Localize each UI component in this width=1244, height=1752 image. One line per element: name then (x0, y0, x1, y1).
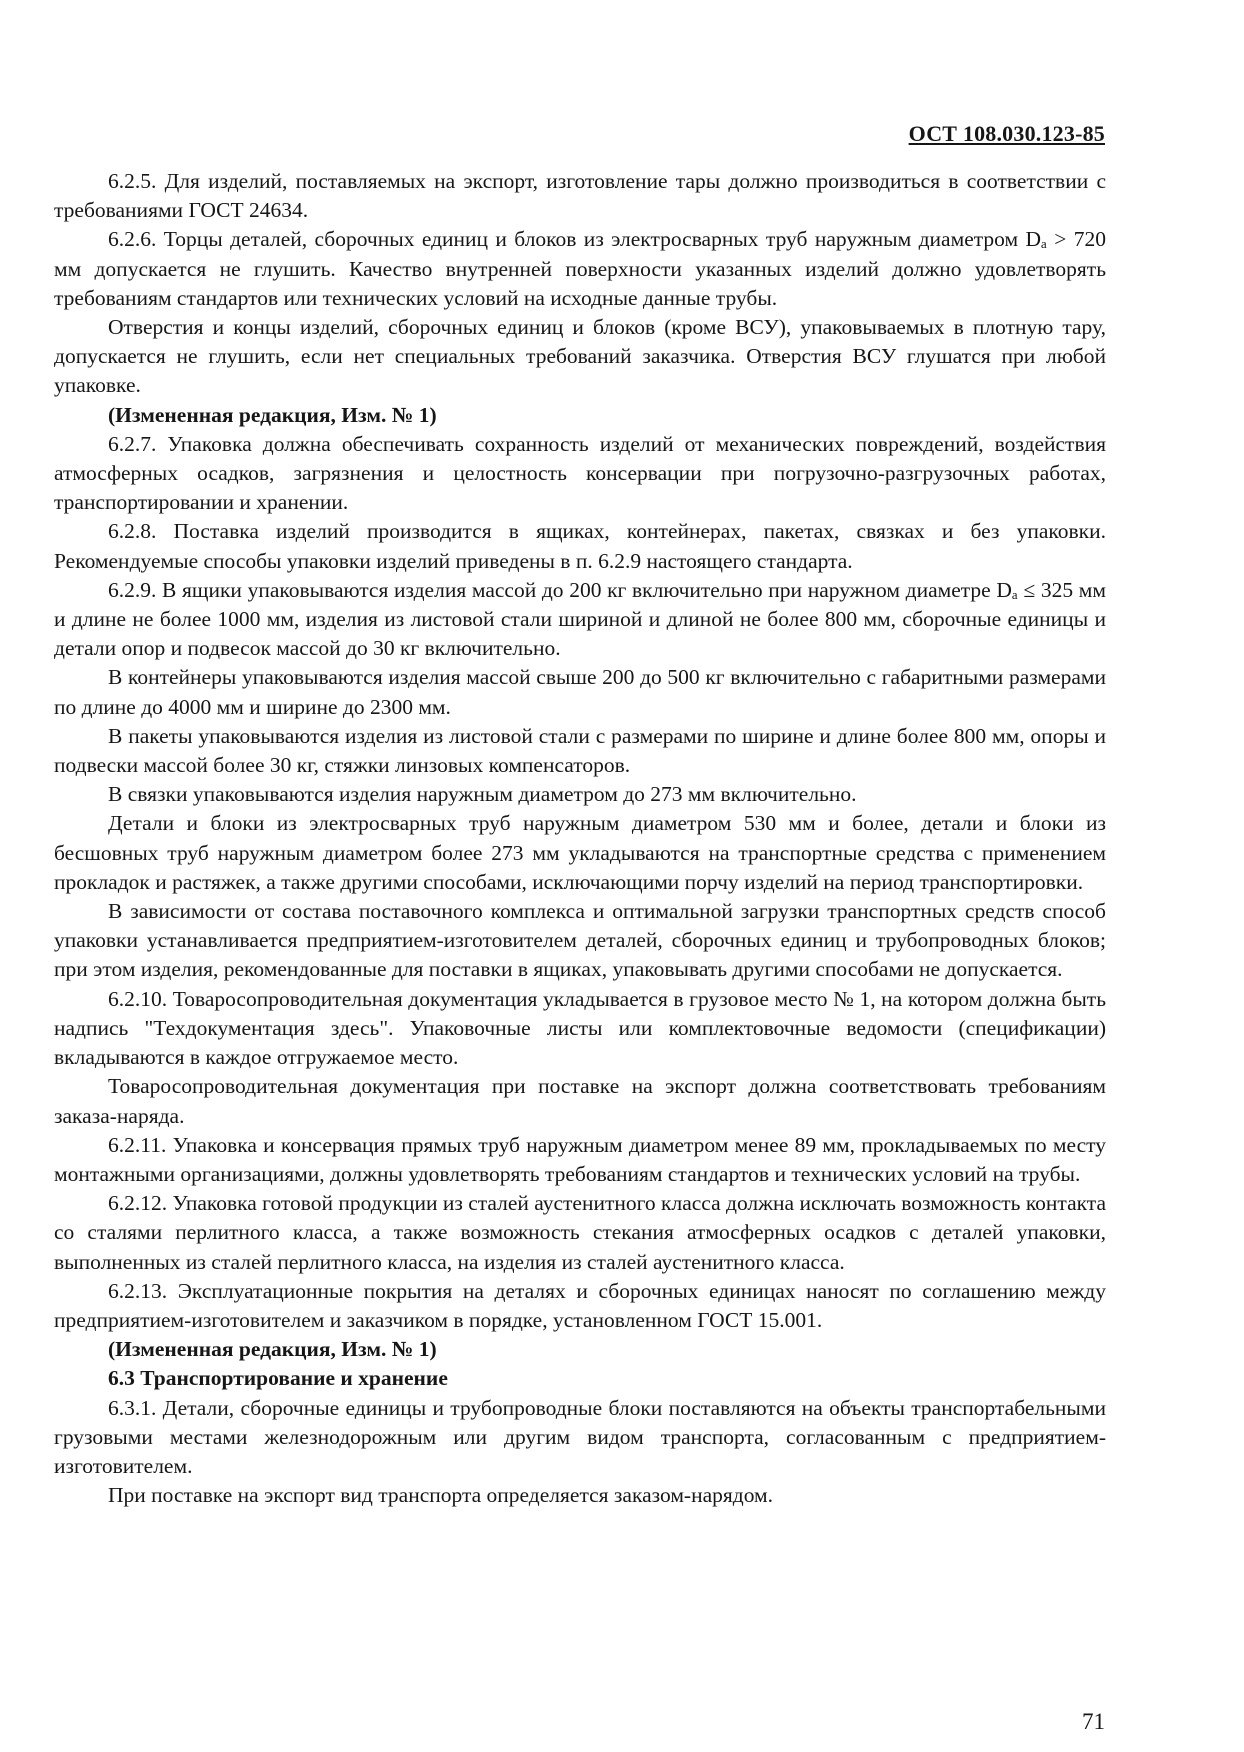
paragraph-6-2-12: 6.2.12. Упаковка готовой продукции из сталей аустенитного класса должна исключать возможность контакта со сталями перлитного класса, а также возможность стекания атмосферных осадков с деталей упаковки, выполненных из сталей перлитного класса, на изделия из сталей аустенитного класса. (54, 1191, 1106, 1274)
paragraph-packages: В пакеты упаковываются изделия из листовой стали с размерами по ширине и длине более 800 мм, опоры и подвески массой более 30 кг, стяжки линзовых компенсаторов. (54, 723, 1106, 778)
paragraph-6-2-10: 6.2.10. Товаросопроводительная документация укладывается в грузовое место № 1, на котором должна быть надпись "Техдокументация здесь". Упаковочные листы или комплектовочные ведомости (спецификации) вкладываются в каждое отгружаемое место. (54, 986, 1106, 1070)
document-code: ОСТ 108.030.123-85 (908, 121, 1105, 146)
page-number: 71 (1082, 1709, 1105, 1734)
paragraph-6-3-1: 6.3.1. Детали, сборочные единицы и трубопроводные блоки поставляются на объекты транспортабельными грузовыми местами железнодорожным или другим видом транспорта, согласованным с предприятием-изготовителем. (54, 1395, 1106, 1478)
paragraph-6-2-8: 6.2.8. Поставка изделий производится в ящиках, контейнерах, пакетах, связках и без упаковки. Рекомендуемые способы упаковки изделий приведены в п. 6.2.9 настоящего стандарта. (54, 519, 1106, 573)
paragraph-openings: Отверстия и концы изделий, сборочных единиц и блоков (кроме ВСУ), упаковываемых в плотную тару, допускается не глушить, если нет специальных требований заказчика. Отверстия ВСУ глушатся при любой упаковке. (54, 315, 1106, 398)
paragraph-6-2-6: 6.2.6. Торцы деталей, сборочных единиц и блоков из электросварных труб наружным диаметром Dₐ > 720 мм допускается не глушить. Качество внутренней поверхности указанных изделий должно удовлетворять требованиям стандартов или технических условий на исходные данные трубы. (54, 227, 1106, 310)
paragraph-large-parts: Детали и блоки из электросварных труб наружным диаметром 530 мм и более, детали и блоки из бесшовных труб наружным диаметром более 273 мм укладываются на транспортные средства с применением прокладок и растяжек, а также другими способами, исключающими порчу изделий на период транспортировки. (54, 811, 1106, 894)
paragraph-export-transport: При поставке на экспорт вид транспорта определяется заказом-нарядом. (108, 1483, 774, 1508)
document-body (54, 167, 1106, 1510)
paragraph-6-2-11: 6.2.11. Упаковка и консервация прямых труб наружным диаметром менее 89 мм, прокладываемых по месту монтажными организациями, должны удовлетворять требованиям стандартов и технических условий на трубы. (54, 1132, 1106, 1186)
paragraph-6-2-5: 6.2.5. Для изделий, поставляемых на экспорт, изготовление тары должно производиться в соответствии с требованиями ГОСТ 24634. (54, 169, 1106, 223)
paragraph-6-2-7: 6.2.7. Упаковка должна обеспечивать сохранность изделий от механических повреждений, воздействия атмосферных осадков, загрязнения и целостность консервации при погрузочно-разгрузочных работах, транспортировании и хранении. (54, 431, 1106, 515)
paragraph-6-2-13: 6.2.13. Эксплуатационные покрытия на деталях и сборочных единицах наносят по соглашению между предприятием-изготовителем и заказчиком в порядке, установленном ГОСТ 15.001. (54, 1278, 1106, 1332)
paragraph-packing-method: В зависимости от состава поставочного комплекса и оптимальной загрузки транспортных средств способ упаковки устанавливается предприятием-изготовителем деталей, сборочных единиц и трубопроводных блоков; при этом изделия, рекомендованные для поставки в ящиках, упаковывать другими способами не допускается. (54, 899, 1106, 982)
amendment-note: (Измененная редакция, Изм. № 1) (108, 402, 437, 427)
paragraph-6-2-9: 6.2.9. В ящики упаковываются изделия массой до 200 кг включительно при наружном диаметре Dₐ ≤ 325 мм и длине не более 1000 мм, изделия из листовой стали шириной и длиной не более 800 мм, сборочные единицы и детали опор и подвесок массой до 30 кг включительно. (54, 577, 1106, 661)
amendment-note: (Измененная редакция, Изм. № 1) (108, 1337, 437, 1362)
section-heading-6-3: 6.3 Транспортирование и хранение (108, 1366, 448, 1391)
paragraph-containers: В контейнеры упаковываются изделия массой свыше 200 до 500 кг включительно с габаритными размерами по длине до 4000 мм и ширине до 2300 мм. (54, 665, 1106, 719)
paragraph-export-docs: Товаросопроводительная документация при поставке на экспорт должна соответствовать требованиям заказа-наряда. (54, 1074, 1106, 1128)
paragraph-bundles: В связки упаковываются изделия наружным диаметром до 273 мм включительно. (108, 782, 857, 807)
